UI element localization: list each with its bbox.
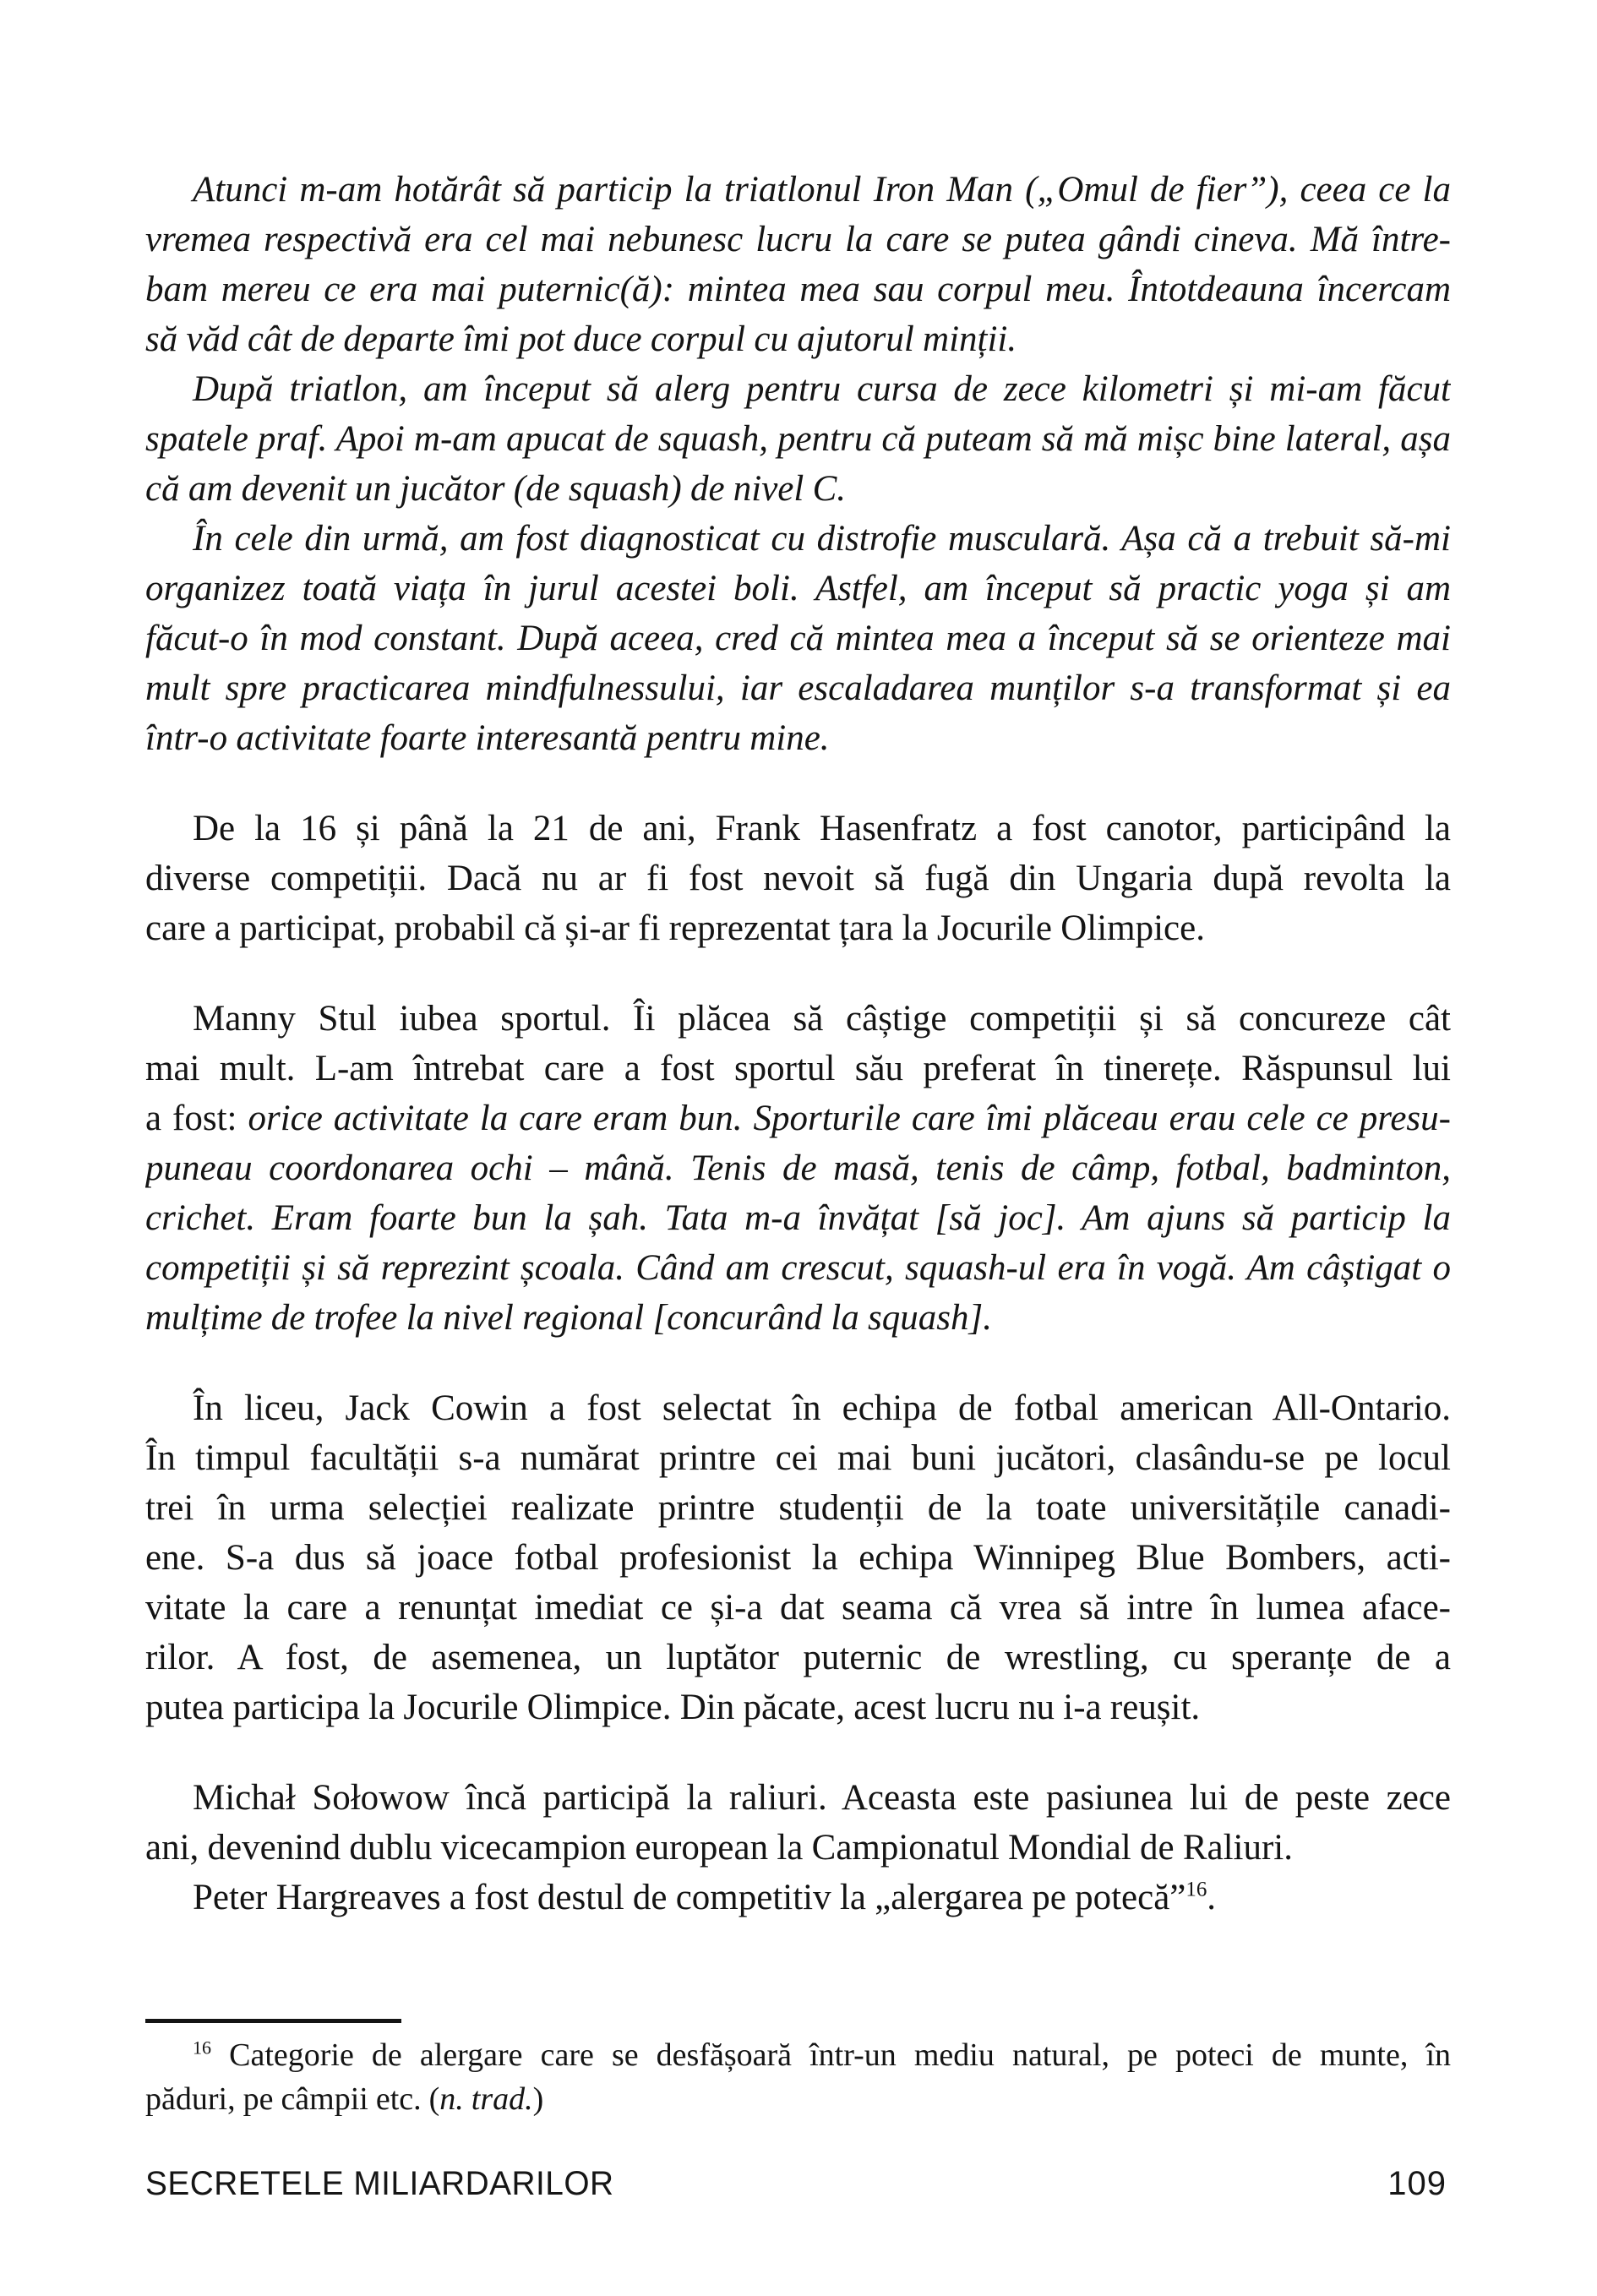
text-segment: competiții și să reprezint școala. Când am crescut, squash-ul era în vogă. Am câștigat o — [145, 1248, 1451, 1288]
text-segment: Manny Stul iubea sportul. Îi plăcea să câștige competiții și să concureze cât — [193, 999, 1451, 1039]
text-line — [145, 1243, 1451, 1293]
text-line — [145, 1773, 1451, 1823]
text-line — [145, 1682, 1451, 1732]
text-line — [145, 1383, 1451, 1433]
page-number: 109 — [1387, 2165, 1447, 2202]
text-segment: care a participat, probabil că și-ar fi reprezentat țara la Jocurile Olimpice. — [145, 908, 1205, 948]
text-segment: a fost: — [145, 1099, 248, 1138]
text-line — [145, 514, 1451, 564]
body-text — [145, 165, 1451, 1922]
footnote-line — [145, 2033, 1451, 2077]
paragraph — [145, 165, 1451, 364]
text-segment: rilor. A fost, de asemenea, un luptător puternic de wrestling, cu speranțe de a — [145, 1638, 1451, 1677]
text-line — [145, 1193, 1451, 1243]
text-line — [145, 994, 1451, 1044]
text-segment: putea participa la Jocurile Olimpice. Din păcate, acest lucru nu i-a reușit. — [145, 1688, 1201, 1727]
page-footer — [145, 2164, 1447, 2203]
text-segment: mai mult. L-am întrebat care a fost sportul său preferat în tinerețe. Răspunsul lui — [145, 1049, 1451, 1088]
footnote-reference: 16 — [193, 2037, 212, 2059]
footnote — [145, 2033, 1451, 2121]
footnote-separator — [145, 2019, 401, 2023]
text-line — [145, 1633, 1451, 1682]
text-segment: într-o activitate foarte interesantă pentru mine. — [145, 718, 830, 758]
text-line — [145, 1293, 1451, 1343]
text-segment: După triatlon, am început să alerg pentru cursa de zece kilometri și mi-am făcut — [193, 369, 1451, 409]
text-segment: mult spre practicarea mindfulnessului, iar escaladarea munților s-a transformat și ea — [145, 668, 1451, 708]
paragraph — [145, 514, 1451, 763]
text-line — [145, 165, 1451, 215]
text-segment: ) — [532, 2081, 544, 2117]
text-segment: bam mereu ce era mai puternic(ă): mintea mea sau corpul meu. Întotdeauna încercam — [145, 270, 1451, 309]
text-segment: spatele praf. Apoi m-am apucat de squash, pentru că puteam să mă mișc bine lateral, așa — [145, 419, 1451, 459]
text-segment: Categorie de alergare care se desfășoară într-un mediu natural, pe poteci de munte, în — [211, 2037, 1451, 2073]
text-line — [145, 1873, 1451, 1922]
text-line — [145, 215, 1451, 265]
text-line — [145, 1044, 1451, 1093]
text-segment: vremea respectivă era cel mai nebunesc lucru la care se putea gândi cineva. Mă între- — [145, 220, 1451, 259]
footnote-reference: 16 — [1185, 1878, 1207, 1901]
text-segment: crichet. Eram foarte bun la șah. Tata m-a învățat [să joc]. Am ajuns să particip la — [145, 1198, 1451, 1238]
text-segment: În cele din urmă, am fost diagnosticat cu distrofie musculară. Așa că a trebuit să-mi — [193, 519, 1451, 559]
text-line — [145, 1433, 1451, 1483]
text-segment: În timpul facultății s-a numărat printre cei mai buni jucători, clasându-se pe locul — [145, 1438, 1451, 1478]
text-segment: ani, devenind dublu vicecampion european la Campionatul Mondial de Raliuri. — [145, 1828, 1293, 1868]
text-segment: În liceu, Jack Cowin a fost selectat în echipa de fotbal american All-Ontario. — [193, 1388, 1451, 1428]
text-line — [145, 265, 1451, 314]
paragraph — [145, 804, 1451, 953]
text-segment: diverse competiții. Dacă nu ar fi fost nevoit să fugă din Ungaria după revolta la — [145, 859, 1451, 898]
paragraph — [145, 1383, 1451, 1732]
text-line — [145, 414, 1451, 464]
text-segment: ene. S-a dus să joace fotbal profesionist la echipa Winnipeg Blue Bombers, acti- — [145, 1538, 1451, 1578]
text-segment: organizez toată viața în jurul acestei boli. Astfel, am început să practic yoga și am — [145, 569, 1451, 608]
text-segment: De la 16 și până la 21 de ani, Frank Hasenfratz a fost canotor, participând la — [193, 809, 1451, 848]
text-segment: trei în urma selecției realizate printre studenții de la toate universitățile canadi- — [145, 1488, 1451, 1528]
text-segment: vitate la care a renunțat imediat ce și-a dat seama că vrea să intre în lumea aface- — [145, 1588, 1451, 1628]
text-line — [145, 1533, 1451, 1583]
text-line — [145, 1823, 1451, 1873]
paragraph — [145, 1873, 1451, 1922]
text-line — [145, 314, 1451, 364]
text-line — [145, 713, 1451, 763]
text-line — [145, 564, 1451, 614]
text-segment: Peter Hargreaves a fost destul de competitiv la „alergarea pe potecă” — [193, 1878, 1186, 1917]
text-segment: Atunci m-am hotărât să particip la triatlonul Iron Man („Omul de fier”), ceea ce la — [193, 170, 1451, 210]
paragraph — [145, 364, 1451, 514]
text-segment: . — [1207, 1878, 1217, 1917]
text-line — [145, 903, 1451, 953]
text-segment: n. trad. — [439, 2081, 533, 2117]
text-line — [145, 854, 1451, 903]
text-segment: că am devenit un jucător (de squash) de nivel C. — [145, 469, 847, 509]
text-line — [145, 1483, 1451, 1533]
text-segment: să văd cât de departe îmi pot duce corpul cu ajutorul minții. — [145, 319, 1017, 359]
text-segment: făcut-o în mod constant. După aceea, cred că mintea mea a început să se orienteze mai — [145, 619, 1451, 658]
text-segment: puneau coordonarea ochi – mână. Tenis de masă, tenis de câmp, fotbal, badminton, — [145, 1148, 1451, 1188]
text-line — [145, 1093, 1451, 1143]
paragraph — [145, 1773, 1451, 1873]
text-segment: Michał Sołowow încă participă la raliuri. Aceasta este pasiunea lui de peste zece — [193, 1778, 1451, 1818]
text-segment: mulțime de trofee la nivel regional [concurând la squash]. — [145, 1298, 992, 1338]
text-line — [145, 1583, 1451, 1633]
text-line — [145, 804, 1451, 854]
text-line — [145, 1143, 1451, 1193]
text-segment: păduri, pe câmpii etc. ( — [145, 2081, 440, 2117]
text-line — [145, 663, 1451, 713]
running-title: SECRETELE MILIARDARILOR — [145, 2165, 614, 2202]
footnote-line — [145, 2077, 1451, 2121]
text-segment: orice activitate la care eram bun. Sporturile care îmi plăceau erau cele ce presu- — [248, 1099, 1451, 1138]
paragraph — [145, 994, 1451, 1343]
text-line — [145, 614, 1451, 663]
text-line — [145, 464, 1451, 514]
text-line — [145, 364, 1451, 414]
